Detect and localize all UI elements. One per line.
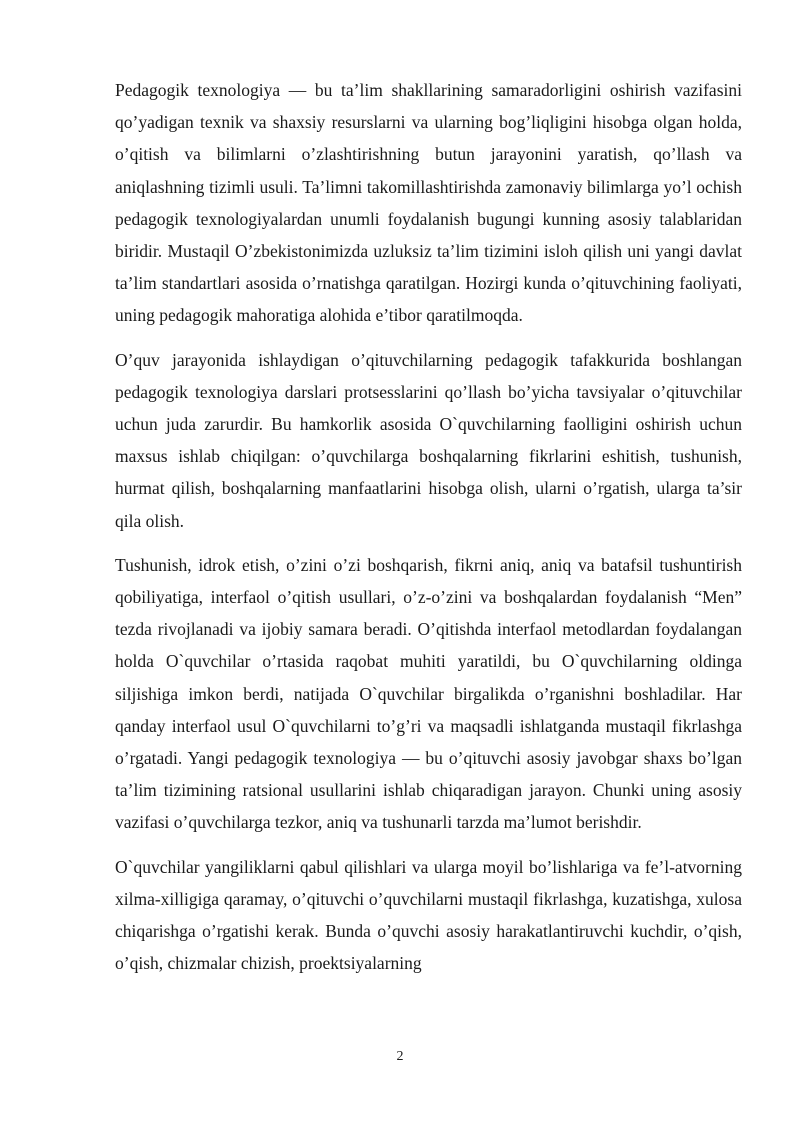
paragraph-2: O’quv jarayonida ishlaydigan o’qituvchilarning pedagogik tafakkurida boshlangan pedagogik texnologiya darslari protsesslarini qo’llash bo’yicha tavsiyalar o’qituvchilar uchun juda zarurdir. Bu hamkorlik asosida O`quvchilarning faolligini oshirish uchun maxsus ishlab chiqilgan: o’quvchilarga boshqalarning fikrlarini eshitish, tushunish, hurmat qilish, boshqalarning manfaatlarini hisobga olish, ularni o’rgatish, ularga ta’sir qila olish. [115,349,742,531]
paragraph-3: Tushunish, idrok etish, o’zini o’zi boshqarish, fikrni aniq, aniq va batafsil tushuntirish qobiliyatiga, interfaol o’qitish usullari, o’z-o’zini va boshqalardan foydalanish “Men” tezda rivojlanadi va ijobiy samara beradi. O’qitishda interfaol metodlardan foydalangan holda O`quvchilar o’rtasida raqobat muhiti yaratildi, bu O`quvchilarning oldinga siljishiga imkon berdi, natijada O`quvchilar birgalikda o’rganishni boshladilar. Har qanday interfaol usul O`quvchilarni to’g’ri va maqsadli ishlatganda mustaqil fikrlashga o’rgatadi. Yangi pedagogik texnologiya — bu o’qituvchi asosiy javobgar shaxs bo’lgan ta’lim tizimining ratsional usullarini ishlab chiqaradigan jarayon. Chunki uning asosiy vazifasi o’quvchilarga tezkor, aniq va tushunarli tarzda ma’lumot berishdir. [115,554,742,833]
paragraph-4: O`quvchilar yangiliklarni qabul qilishlari va ularga moyil bo’lishlariga va fe’l-atvorning xilma-xilligiga qaramay, o’qituvchi o’quvchilarni mustaqil fikrlashga, kuzatishga, xulosa chiqarishga o’rgatishi kerak. Bunda o’quvchi asosiy harakatlantiruvchi kuchdir, o’qish, o’qish, chizmalar chizish, proektsiyalarning [115,856,742,974]
paragraph-1: Pedagogik texnologiya — bu ta’lim shakllarining samaradorligini oshirish vazifasini qo’yadigan texnik va shaxsiy resurslarni va ularning bog’liqligini hisobga olgan holda, o’qitish va bilimlarni o’zlashtirishning butun jarayonini yaratish, qo’llash va aniqlashning tizimli usuli. Ta’limni takomillashtirishda zamonaviy bilimlarga yo’l ochish pedagogik texnologiyalardan unumli foydalanish bugungi kunning asosiy talablaridan biridir. Mustaqil O’zbekistonimizda uzluksiz ta’lim tizimini isloh qilish uni yangi davlat ta’lim standartlari asosida o’rnatishga qaratilgan. Hozirgi kunda o’qituvchining faoliyati, uning pedagogik mahoratiga alohida e’tibor qaratilmoqda. [115,80,742,326]
document-body [115,74,742,991]
page-number: 2 [396,1049,404,1064]
